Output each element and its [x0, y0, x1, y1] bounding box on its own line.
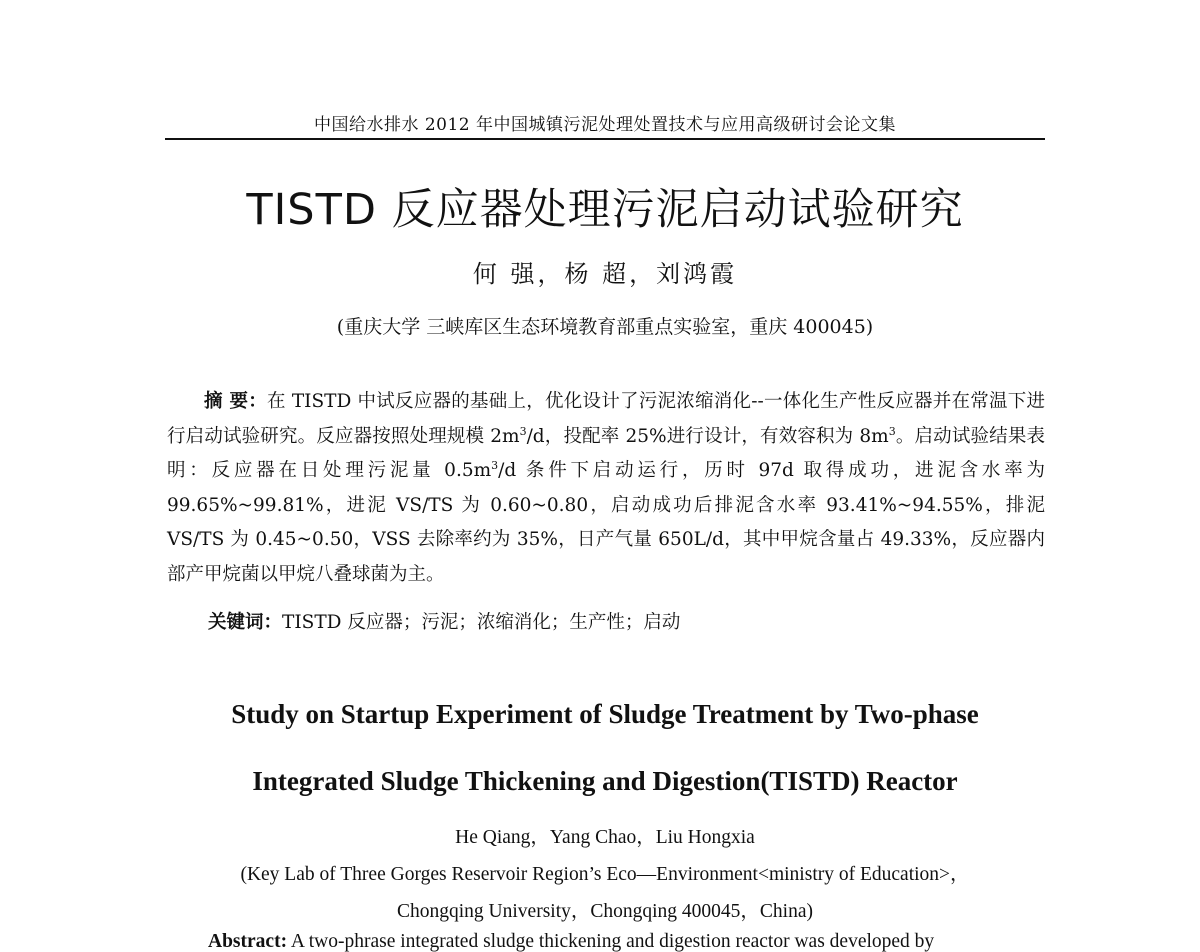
superscript-1: 3 [519, 424, 527, 438]
english-affiliation-line-2: Chongqing University，Chongqing 400045，China) [397, 901, 813, 922]
english-abstract [208, 931, 1068, 952]
chinese-abstract-text-2: /d，投配率 25%进行设计，有效容积为 8m [526, 425, 889, 447]
chinese-keywords [208, 608, 1045, 634]
chinese-authors: 何 强，杨 超，刘鸿霞 [472, 260, 738, 288]
chinese-title: TISTD 反应器处理污泥启动试验研究 [246, 185, 964, 235]
chinese-abstract-label: 摘 要： [204, 391, 267, 412]
chinese-abstract [167, 385, 1045, 592]
english-title-line-1: Study on Startup Experiment of Sludge Treatment by Two-phase [231, 699, 979, 729]
english-abstract-text: A two-phrase integrated sludge thickening and digestion reactor was developed by [287, 931, 935, 952]
english-affiliation-line-1: (Key Lab of Three Gorges Reservoir Region’s Eco—Environment<ministry of Education>， [240, 864, 970, 885]
superscript-3: 3 [491, 458, 499, 472]
chinese-abstract-text-1: 在 TISTD 中试反应器的基础上，优化设计了污泥浓缩消化--一体化生产性反应器并在常温下进行启动试验研究。反应器按照处理规模 2m [167, 391, 1045, 447]
english-authors: He Qiang，Yang Chao，Liu Hongxia [455, 827, 755, 848]
english-abstract-label: Abstract: [208, 931, 288, 952]
chinese-abstract-text-4: /d 条件下启动运行，历时 97d 取得成功，进泥含水率为 99.65%~99.81%，进泥 VS/TS 为 0.60~0.80，启动成功后排泥含水率 93.41%~94.55%，排泥 VS/TS 为 0.45~0.50，VSS 去除率约为 35%，日产气量 650L/d，其中甲烷含量占 49.33%，反应器内部产甲烷菌以甲烷八叠球菌为主。 [167, 460, 1045, 585]
chinese-abstract-text-3: 。启动试验结果表明：反应器在日处理污泥量 0.5m [167, 425, 1045, 481]
chinese-keywords-text: TISTD 反应器；污泥；浓缩消化；生产性；启动 [282, 612, 681, 633]
running-header: 中国给水排水 2012 年中国城镇污泥处理处置技术与应用高级研讨会论文集 [313, 115, 897, 135]
header-rule [165, 138, 1045, 140]
chinese-keywords-label: 关键词： [208, 612, 283, 633]
superscript-2: 3 [888, 424, 896, 438]
english-title-line-2: Integrated Sludge Thickening and Digestion(TISTD) Reactor [252, 766, 958, 796]
chinese-affiliation: (重庆大学 三峡库区生态环境教育部重点实验室，重庆 400045) [336, 316, 874, 338]
